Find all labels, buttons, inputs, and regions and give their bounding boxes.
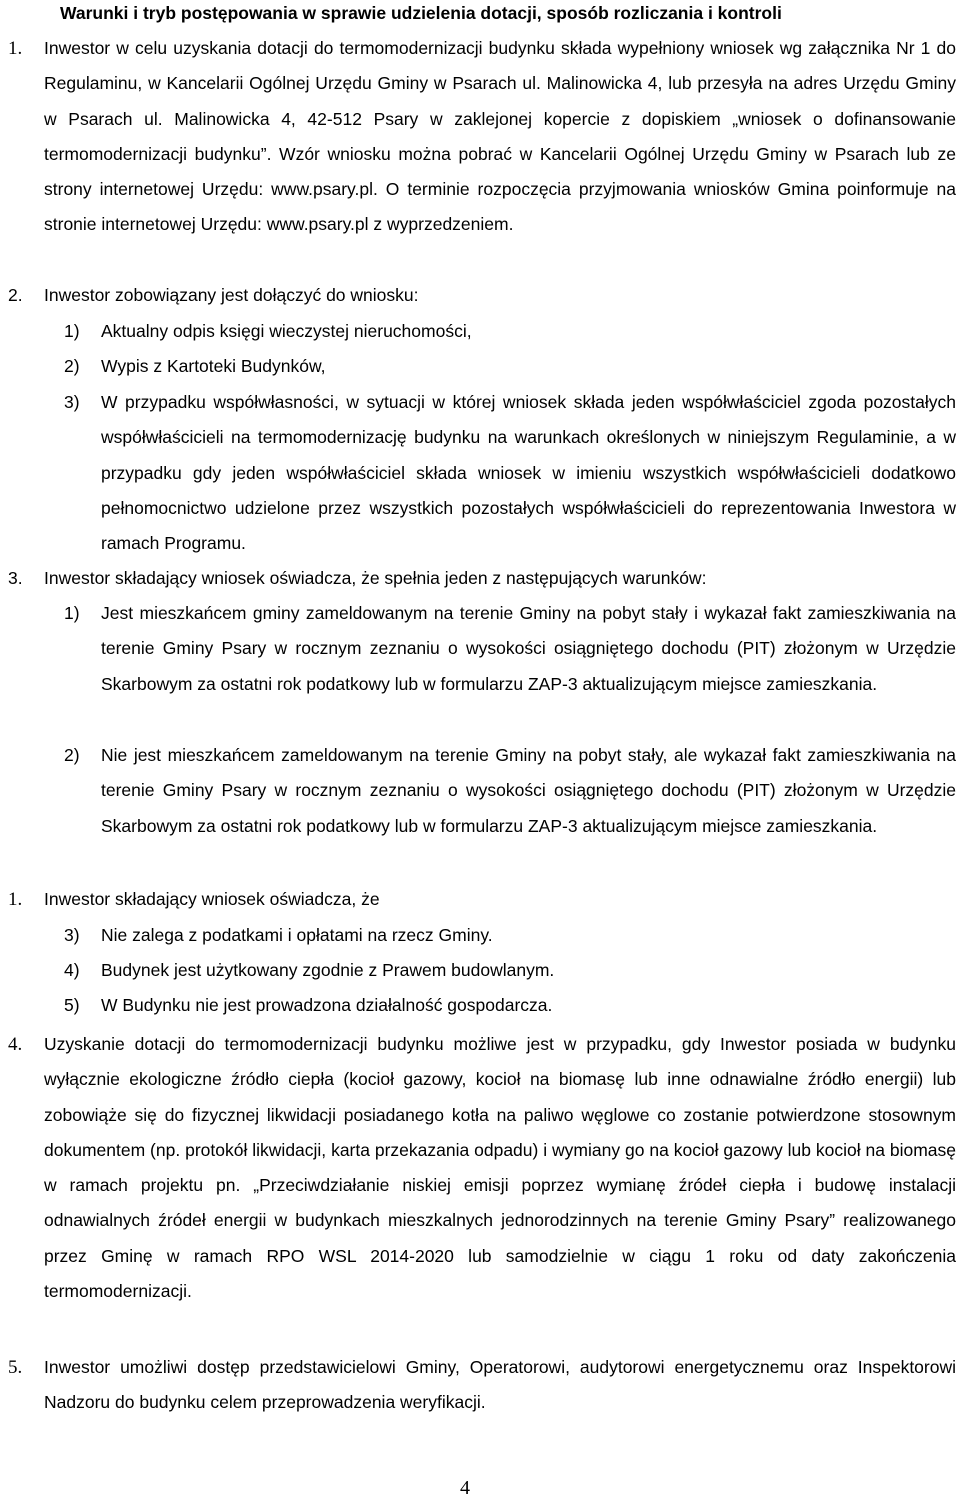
section-3-number: 3. [8,568,23,588]
section-2-item-1-text: Aktualny odpis księgi wieczystej nieruchomości, [101,321,472,341]
section-1b-text: Inwestor składający wniosek oświadcza, że [44,889,380,909]
section-2-item-1-number: 1) [64,321,80,341]
section-3-text: Inwestor składający wniosek oświadcza, że spełnia jeden z następujących warunków: [44,568,707,588]
section-1-number: 1. [8,38,23,59]
section-3-item-2-text: Nie jest mieszkańcem zameldowanym na terenie Gminy na pobyt stały, ale wykazał fakt zamieszkiwania na terenie Gminy Psary w rocznym zeznaniu o wysokości osiągniętego dochodu (PIT) złożonym w Urzędzie Skarbowym za ostatni rok podatkowy lub w formularzu ZAP-3 aktualizującym miejsce zamieszkania. [101,745,956,836]
section-1b-item-4-number: 4) [64,960,80,980]
section-5-number: 5. [8,1357,23,1378]
section-2-number: 2. [8,285,23,305]
section-4-number: 4. [8,1034,23,1055]
section-1b-item-4-text: Budynek jest użytkowany zgodnie z Prawem budowlanym. [101,960,555,980]
section-3-item-1-number: 1) [64,603,80,623]
page-title: Warunki i tryb postępowania w sprawie udzielenia dotacji, sposób rozliczania i kontroli [60,3,782,23]
section-2-item-2-text: Wypis z Kartoteki Budynków, [101,356,326,376]
section-3-item-1-text: Jest mieszkańcem gminy zameldowanym na terenie Gminy na pobyt stały i wykazał fakt zamieszkiwania na terenie Gminy Psary w rocznym zeznaniu o wysokości osiągniętego dochodu (PIT) złożonym w Urzędzie Skarbowym za ostatni rok podatkowy lub w formularzu ZAP-3 aktualizującym miejsce zamieszkania. [101,603,956,694]
section-1b-item-5-text: W Budynku nie jest prowadzona działalność gospodarcza. [101,995,553,1015]
section-1b-item-3-text: Nie zalega z podatkami i opłatami na rzecz Gminy. [101,925,493,945]
section-2-text: Inwestor zobowiązany jest dołączyć do wniosku: [44,285,419,305]
section-3-item-2-number: 2) [64,745,80,765]
page-number: 4 [460,1477,470,1499]
section-1b-number: 1. [8,889,23,910]
section-4-text: Uzyskanie dotacji do termomodernizacji budynku możliwe jest w przypadku, gdy Inwestor posiada w budynku wyłącznie ekologiczne źródło ciepła (kocioł gazowy, kocioł na biomasę lub inne odnawialne źródło energii) lub zobowiąże się do fizycznej likwidacji posiadanego kotła na paliwo węglowe co zostanie potwierdzone stosownym dokumentem (np. protokół likwidacji, karta przekazania odpadu) i wymiany go na kocioł gazowy lub kocioł na biomasę w ramach projektu pn. „Przeciwdziałanie niskiej emisji poprzez wymianę źródeł ciepła i budowę instalacji odnawialnych źródeł energii w budynkach mieszkalnych jednorodzinnych na terenie Gminy Psary” realizowanego przez Gminę w ramach RPO WSL 2014-2020 lub samodzielnie w ciągu 1 roku od daty zakończenia termomodernizacji. [44,1034,956,1302]
section-2-item-2-number: 2) [64,356,80,376]
section-2-item-3-text: W przypadku współwłasności, w sytuacji w której wniosek składa jeden współwłaściciel zgoda pozostałych współwłaścicieli na termomodernizację budynku na warunkach określonych w niniejszym Regulaminie, a w przypadku gdy jeden współwłaściciel składa wniosek w imieniu wszystkich współwłaścicieli dodatkowo pełnomocnictwo udzielone przez wszystkich pozostałych współwłaścicieli do reprezentowania Inwestora w ramach Programu. [101,392,956,554]
section-1b-item-5-number: 5) [64,995,80,1015]
section-2-item-3-number: 3) [64,392,80,412]
section-5-text: Inwestor umożliwi dostęp przedstawicielowi Gminy, Operatorowi, audytorowi energetycznemu oraz Inspektorowi Nadzoru do budynku celem przeprowadzenia weryfikacji. [44,1357,956,1413]
section-1-text: Inwestor w celu uzyskania dotacji do termomodernizacji budynku składa wypełniony wniosek wg załącznika Nr 1 do Regulaminu, w Kancelarii Ogólnej Urzędu Gminy w Psarach ul. Malinowicka 4, lub przesyła na adres Urzędu Gminy w Psarach ul. Malinowicka 4, 42-512 Psary w zaklejonej kopercie z dopiskiem „wniosek o dofinansowanie termomodernizacji budynku”. Wzór wniosku można pobrać w Kancelarii Ogólnej Urzędu Gminy w Psarach lub ze strony internetowej Urzędu: www.psary.pl. O terminie rozpoczęcia przyjmowania wniosków Gmina poinformuje na stronie internetowej Urzędu: www.psary.pl z wyprzedzeniem. [44,38,956,235]
section-1b-item-3-number: 3) [64,925,80,945]
